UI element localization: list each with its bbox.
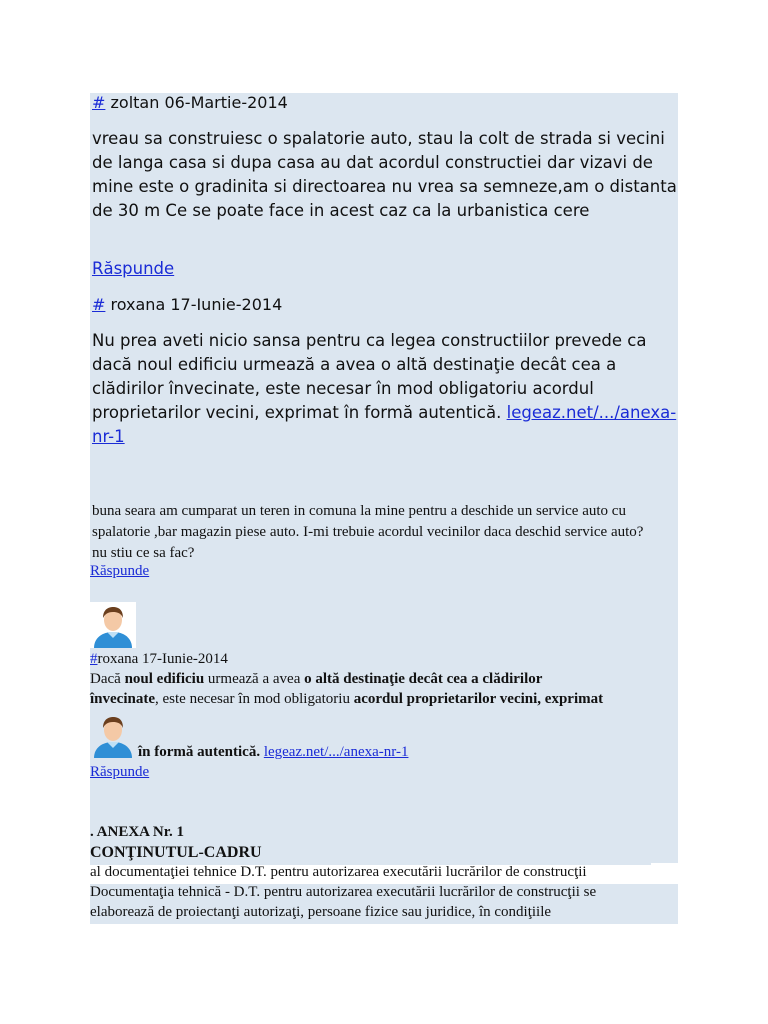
bold-fragment: învecinate bbox=[90, 691, 155, 707]
comment-header bbox=[92, 93, 288, 112]
comment-anchor-link[interactable]: # bbox=[92, 93, 106, 112]
annex-line: Documentaţia tehnică - D.T. pentru autorizarea executării lucrărilor de construcţii se bbox=[90, 884, 597, 900]
law-link[interactable]: legeaz.net/.../anexa-nr-1 bbox=[263, 744, 409, 760]
bold-fragment: noul edificiu bbox=[124, 671, 205, 687]
user-avatar-icon bbox=[90, 602, 136, 648]
text-fragment: urmează a avea bbox=[204, 671, 305, 687]
text-fragment: Dacă bbox=[90, 671, 125, 687]
law-link[interactable]: legeaz.net/.../anexa-nr-1 bbox=[92, 403, 677, 446]
comment-anchor-link[interactable]: # bbox=[92, 295, 106, 314]
comment-text: vreau sa construiesc o spalatorie auto, stau la colt de strada si vecini de langa casa si dupa casa au dat acordul constructiei dar vizavi de mine este o gradinita si directoarea nu vrea sa semneze,am o distanta de 30 m Ce se poate face in acest caz ca la urbanistica cere bbox=[92, 129, 677, 220]
user-avatar-icon bbox=[90, 712, 136, 758]
comment-author-date: roxana 17-Iunie-2014 bbox=[97, 651, 228, 667]
comment-body: Nu prea aveti nicio sansa pentru ca legea constructiilor prevede ca dacă noul edificiu urmează a avea o altă destinaţie decât cea a clădirilor învecinate, este necesar în mod obligatoriu acordul proprietarilor vecini, exprimat în formă autentică. bbox=[92, 331, 647, 422]
comment-text bbox=[92, 329, 677, 449]
comment-anchor-link[interactable]: # bbox=[90, 651, 98, 667]
annex-subtitle: CONŢINUTUL-CADRU bbox=[90, 844, 262, 861]
annex-title: . ANEXA Nr. 1 bbox=[90, 824, 185, 840]
annex-line: elaborează de proiectanţi autorizaţi, persoane fizice sau juridice, în condiţiile bbox=[90, 904, 552, 920]
bold-fragment: acordul proprietarilor vecini, exprimat bbox=[353, 691, 604, 707]
annex-line: al documentaţiei tehnice D.T. pentru autorizarea executării lucrărilor de construcţii bbox=[90, 864, 587, 880]
comment-text-line bbox=[90, 671, 542, 688]
text-fragment: , este necesar în mod obligatoriu bbox=[155, 691, 354, 707]
bold-fragment: o altă destinaţie decât cea a clădirilor bbox=[304, 671, 543, 687]
comment-text: buna seara am cumparat un teren in comuna la mine pentru a deschide un service auto cu spalatorie ,bar magazin piese auto. I-mi trebuie acordul vecinilor daca deschid service auto? nu stiu ce sa fac? bbox=[92, 503, 644, 561]
comment-header bbox=[90, 651, 228, 668]
comment-author-date: roxana 17-Iunie-2014 bbox=[110, 295, 283, 314]
comment-header bbox=[92, 295, 282, 314]
comment-text-line bbox=[90, 691, 603, 708]
comment-text-line bbox=[138, 744, 408, 761]
bold-fragment: în formă autentică. bbox=[138, 744, 261, 760]
reply-link[interactable]: Răspunde bbox=[92, 259, 175, 278]
comment-author-date: zoltan 06-Martie-2014 bbox=[110, 93, 288, 112]
annex-line-gap bbox=[651, 863, 678, 884]
reply-link[interactable]: Răspunde bbox=[90, 764, 150, 780]
reply-link[interactable]: Răspunde bbox=[90, 563, 150, 579]
